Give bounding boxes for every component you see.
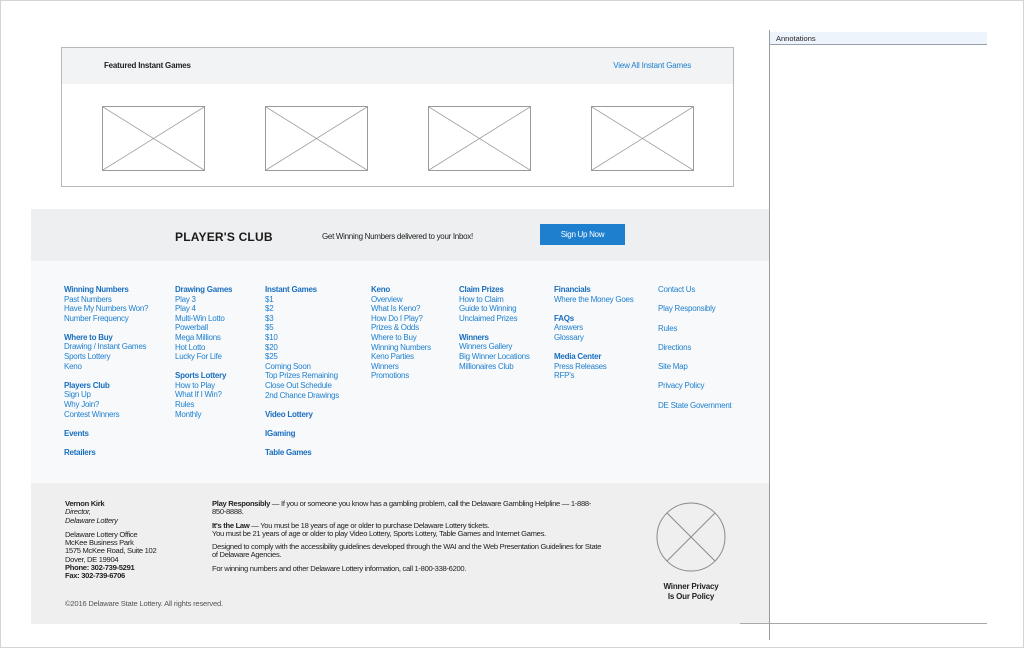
nav-heading-events[interactable]: Events (64, 428, 89, 438)
nav-link[interactable]: Drawing / Instant Games (64, 342, 147, 352)
players-club-tagline: Get Winning Numbers delivered to your Inbox! (322, 232, 473, 241)
nav-group-sports-lottery (175, 371, 232, 419)
nav-link[interactable]: Sign Up (64, 390, 91, 400)
view-all-instant-games-link[interactable]: View All Instant Games (613, 61, 691, 70)
players-club-bar (31, 209, 770, 261)
office-fax: Fax: 302-739-6706 (65, 571, 125, 581)
de-state-government-link[interactable]: DE State Government (658, 400, 732, 410)
rules-link[interactable]: Rules (658, 323, 678, 333)
nav-link[interactable]: Press Releases (554, 361, 607, 371)
nav-group-where-to-buy (64, 333, 148, 371)
nav-group-claim-prizes (459, 285, 530, 323)
office-park: McKee Business Park (65, 538, 134, 548)
site-footer (31, 209, 770, 624)
game-thumbnail-3[interactable] (428, 106, 531, 171)
nav-group-table-games (265, 448, 339, 458)
copyright: ©2016 Delaware State Lottery. All rights reserved. (65, 599, 223, 608)
sign-up-now-button[interactable]: Sign Up Now (540, 224, 625, 245)
nav-link[interactable]: What If I Win? (175, 390, 222, 400)
nav-link[interactable]: $10 (265, 332, 278, 342)
nav-link[interactable]: Coming Soon (265, 361, 311, 371)
office-phone: Phone: 302-739-5291 (65, 563, 135, 573)
nav-group-events (64, 429, 148, 439)
image-placeholder-icon (266, 107, 367, 170)
badge-caption (653, 582, 729, 601)
nav-group-winners (459, 333, 530, 371)
nav-link[interactable]: $20 (265, 342, 278, 352)
footer-info (31, 483, 770, 624)
nav-link[interactable]: Play 3 (175, 294, 196, 304)
directions-link[interactable]: Directions (658, 342, 692, 352)
privacy-policy-link[interactable]: Privacy Policy (658, 381, 705, 391)
nav-heading-instant-games[interactable]: Instant Games (265, 285, 317, 294)
law-notice (212, 522, 602, 539)
nav-group-faqs (554, 314, 633, 343)
nav-link[interactable]: How to Claim (459, 294, 504, 304)
nav-link[interactable]: Promotions (371, 371, 409, 381)
nav-heading-claim-prizes[interactable]: Claim Prizes (459, 285, 504, 294)
annotations-header: Annotations (770, 32, 987, 45)
winner-privacy-badge[interactable] (653, 501, 729, 601)
nav-link[interactable]: Number Frequency (64, 313, 129, 323)
featured-header (62, 48, 733, 84)
featured-title: Featured Instant Games (104, 61, 191, 70)
game-thumbnail-1[interactable] (102, 106, 205, 171)
nav-heading-igaming[interactable]: IGaming (265, 428, 296, 438)
nav-link[interactable]: 2nd Chance Drawings (265, 390, 339, 400)
play-responsibly-notice (212, 500, 602, 517)
nav-column-6 (554, 285, 633, 390)
nav-group-retailers (64, 448, 148, 458)
info-notice: For winning numbers and other Delaware Lottery information, call 1-800-338-6200. (212, 563, 467, 573)
nav-group-keno (371, 285, 431, 381)
nav-link[interactable]: Close Out Schedule (265, 380, 332, 390)
office-city: Dover, DE 19904 (65, 554, 119, 564)
game-thumbnail-2[interactable] (265, 106, 368, 171)
nav-column-2 (175, 285, 232, 429)
nav-group-winning-numbers (64, 285, 148, 323)
annotations-baseline (740, 623, 987, 624)
nav-link[interactable]: Lucky For Life (175, 352, 222, 362)
play-responsibly-link[interactable]: Play Responsibly (658, 304, 716, 314)
nav-link[interactable]: How to Play (175, 380, 215, 390)
nav-link[interactable]: $3 (265, 313, 274, 323)
footer-nav (31, 285, 770, 475)
nav-link[interactable]: Where the Money Goes (554, 294, 634, 304)
nav-link[interactable]: Unclaimed Prizes (459, 313, 518, 323)
featured-thumbnails (62, 106, 733, 172)
nav-heading-drawing-games[interactable]: Drawing Games (175, 285, 233, 294)
nav-link[interactable]: Big Winner Locations (459, 352, 530, 362)
featured-instant-games (61, 47, 734, 187)
director-org: Delaware Lottery (65, 515, 118, 525)
nav-column-1 (64, 285, 148, 467)
nav-heading-video-lottery[interactable]: Video Lottery (265, 409, 313, 419)
nav-link[interactable]: Mega Millions (175, 332, 221, 342)
nav-link[interactable]: $25 (265, 352, 278, 362)
nav-link[interactable]: Past Numbers (64, 294, 112, 304)
nav-link[interactable]: Winning Numbers (371, 342, 431, 352)
nav-heading-sports-lottery[interactable]: Sports Lottery (175, 371, 227, 381)
nav-link[interactable]: Overview (371, 294, 403, 304)
nav-link[interactable]: Keno (64, 361, 82, 371)
nav-heading-financials[interactable]: Financials (554, 285, 591, 294)
nav-link[interactable]: Play 4 (175, 304, 196, 314)
nav-link[interactable]: Guide to Winning (459, 304, 517, 314)
nav-link[interactable]: Hot Lotto (175, 342, 206, 352)
law-label: It's the Law (212, 520, 250, 530)
nav-heading-faqs[interactable]: FAQs (554, 313, 574, 323)
contact-block (65, 500, 156, 581)
nav-column-5 (459, 285, 530, 381)
nav-heading-winning-numbers[interactable]: Winning Numbers (64, 285, 129, 294)
image-placeholder-icon (592, 107, 693, 170)
nav-link[interactable]: How Do I Play? (371, 313, 423, 323)
nav-link[interactable]: Multi-Win Lotto (175, 313, 225, 323)
play-responsibly-label: Play Responsibly (212, 499, 271, 508)
nav-heading-table-games[interactable]: Table Games (265, 447, 312, 457)
nav-link[interactable]: Monthly (175, 409, 202, 419)
nav-link[interactable]: $5 (265, 323, 274, 333)
nav-link[interactable]: What Is Keno? (371, 304, 421, 314)
nav-link[interactable]: RFP's (554, 371, 575, 381)
nav-group-media-center (554, 352, 633, 381)
nav-link[interactable]: Contest Winners (64, 409, 120, 419)
director-name: Vernon Kirk (65, 499, 105, 508)
director-title: Director, (65, 507, 91, 517)
nav-link[interactable]: Winners (371, 361, 399, 371)
nav-heading-media-center[interactable]: Media Center (554, 351, 602, 361)
game-thumbnail-4[interactable] (591, 106, 694, 171)
nav-group-video-lottery (265, 410, 339, 420)
law-text-1: — You must be 18 years of age or older to purchase Delaware Lottery tickets. (249, 520, 490, 530)
nav-link[interactable]: Rules (175, 400, 195, 410)
nav-group-players-club (64, 381, 148, 419)
image-placeholder-icon (103, 107, 204, 170)
law-text-2: You must be 21 years of age or older to play Video Lottery, Sports Lottery, Table Games and Internet Games. (212, 528, 546, 538)
nav-link[interactable]: Sports Lottery (64, 352, 111, 362)
nav-link[interactable]: $1 (265, 294, 274, 304)
nav-heading-retailers[interactable]: Retailers (64, 447, 96, 457)
nav-link[interactable]: Millionaires Club (459, 361, 514, 371)
nav-link[interactable]: Answers (554, 323, 583, 333)
nav-group-igaming (265, 429, 339, 439)
circle-placeholder-icon (655, 501, 727, 573)
nav-column-4 (371, 285, 431, 390)
players-club-title: PLAYER'S CLUB (175, 230, 273, 244)
badge-line-2: Is Our Policy (667, 591, 715, 601)
nav-link[interactable]: Prizes & Odds (371, 323, 419, 333)
nav-link[interactable]: Top Prizes Remaining (265, 371, 338, 381)
nav-group-drawing-games (175, 285, 232, 362)
legal-block (212, 500, 602, 578)
nav-link[interactable]: Powerball (175, 323, 208, 333)
nav-heading-keno[interactable]: Keno (371, 285, 390, 294)
nav-link[interactable]: Why Join? (64, 399, 100, 409)
nav-link[interactable]: Where to Buy (371, 332, 417, 342)
site-map-link[interactable]: Site Map (658, 362, 688, 372)
office-name: Delaware Lottery Office (65, 529, 138, 539)
nav-link[interactable]: Winners Gallery (459, 342, 513, 352)
nav-heading-players-club[interactable]: Players Club (64, 380, 110, 390)
nav-link[interactable]: Keno Parties (371, 352, 414, 362)
contact-us-link[interactable]: Contact Us (658, 285, 696, 294)
badge-line-1: Winner Privacy (663, 582, 719, 591)
office-street: 1575 McKee Road, Suite 102 (65, 546, 157, 556)
nav-link[interactable]: Have My Numbers Won? (64, 304, 149, 314)
accessibility-notice: Designed to comply with the accessibility guidelines developed through the WAI and the Web Presentation Guidelines for State of Delaware Agencies. (212, 542, 602, 560)
nav-group-instant-games (265, 285, 339, 400)
nav-link[interactable]: $2 (265, 304, 274, 314)
annotations-divider (769, 30, 770, 640)
nav-group-financials (554, 285, 633, 304)
nav-heading-winners[interactable]: Winners (459, 332, 489, 342)
nav-heading-where-to-buy[interactable]: Where to Buy (64, 332, 113, 342)
nav-column-3 (265, 285, 339, 467)
nav-link[interactable]: Glossary (554, 332, 584, 342)
play-responsibly-text: — If you or someone you know has a gambling problem, call the Delaware Gambling Helpline — 1-888-850-8888. (212, 499, 592, 517)
image-placeholder-icon (429, 107, 530, 170)
utility-links (658, 285, 732, 420)
